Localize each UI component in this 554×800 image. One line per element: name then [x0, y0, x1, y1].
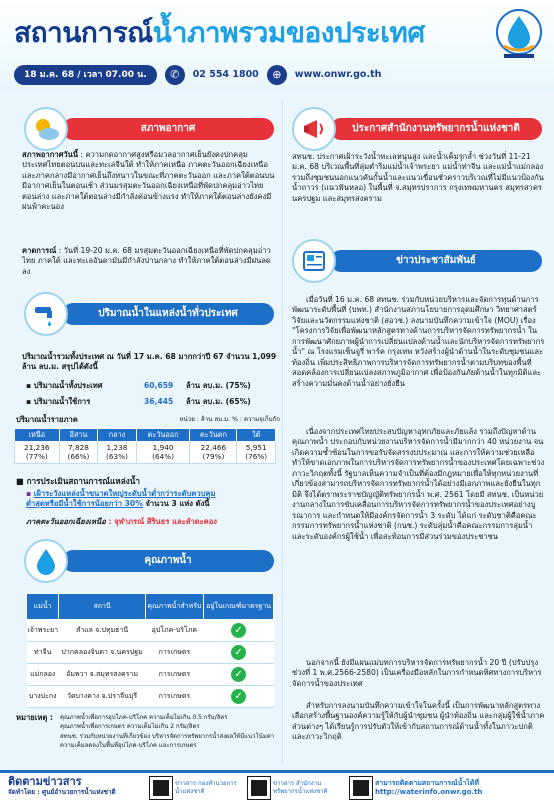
announcement-heading: [330, 118, 542, 140]
date-badge: 18 ม.ค. 68 / เวลา 07.00 น.: [14, 65, 157, 85]
region-percent: (63%): [106, 451, 128, 461]
region-value: 1,940: [152, 442, 174, 452]
region-value: 7,828: [67, 442, 89, 452]
header: [0, 0, 554, 92]
water-usable-unit: ล้าน ลบ.ม. (65%): [186, 397, 251, 406]
water-summary: [22, 352, 278, 373]
water-drop-icon: [24, 539, 68, 583]
newspaper-icon: [292, 239, 336, 283]
note-1: คุณภาพน้ำเพื่อการอุปโภค-บริโภค ความเค็มไม่เกิน 0.5 กรัม/ลิตร: [60, 714, 228, 721]
qr-code-icon[interactable]: [150, 777, 172, 799]
monitor-body: ▪ เฝ้าระวังแหล่งน้ำขนาดใหญ่ระดับน้ำต่ำกว่าระดับควบคุม ต่ำสุดหรือมีน้ำใช้การน้อยกว่า 30% จำนวน 3 แห่ง ดังนี้: [26, 489, 216, 509]
web-block[interactable]: [350, 775, 545, 800]
website-link[interactable]: www.onwr.go.th: [294, 69, 382, 81]
quality-header-cell: สถานี: [59, 594, 145, 620]
phone-number[interactable]: 02 554 1800: [192, 69, 259, 81]
water-total-label: ปริมาณน้ำทั้งประเทศ: [33, 381, 103, 390]
region-table-header: [15, 429, 276, 442]
region-value: 5,951: [245, 442, 267, 452]
region-header-cell: ตะวันตก: [190, 429, 237, 442]
water-total-unit: ล้าน ลบ.ม. (75%): [186, 381, 251, 390]
region-value: 22,466: [200, 442, 227, 452]
water-summary-text: ปริมาณน้ำรวมทั้งประเทศ ณ วันที่ 17 ม.ค. 68 มากกว่าปี 67 จำนวน 1,099 ล้าน ลบ.ม. สรุปได้ดังนี้: [22, 352, 277, 372]
water-volume-heading-text: ปริมาณน้ำในแหล่งน้ำทั่วประเทศ: [98, 308, 238, 320]
region-water-table: [14, 428, 276, 464]
check-icon: ✓: [231, 689, 246, 704]
follow-title: ติดตามข่าวสาร: [8, 775, 82, 788]
qr-block-2[interactable]: [248, 775, 341, 800]
region-header-cell: เหนือ: [15, 429, 60, 442]
quality-cell: แม่กลอง: [27, 664, 59, 686]
monitor-dams: [26, 517, 280, 527]
quality-notes: [60, 713, 280, 750]
table-row: [27, 620, 274, 642]
web-label: สามารถติดตามสถานการณ์น้ำได้ที่: [375, 779, 479, 788]
news-paragraph-4: สำหรับการลงนามบันทึกความเข้าใจในครั้งนี้ เป็นการพัฒนาหลักสูตรทางเลือกสร้างพื้นฐานองค์ความรู้ให้กับผู้นำชุมชน ผู้นำท้องถิ่น และกลุ่มผู้ใช้น้ำภาคส่วนต่างๆ ได้เรียนรู้การปรับตัวให้เข้ากับสถานการณ์ด้านน้ำทั้งในภาวะปกติและภาวะวิกฤติ: [292, 701, 545, 742]
quality-status-cell: [204, 620, 274, 642]
quality-status-cell: [204, 642, 274, 664]
qr2-label: ข่าวสาร สำนักงานทรัพยากรน้ำแห่งชาติ: [273, 780, 328, 795]
check-icon: ✓: [231, 667, 246, 682]
info-bar: [14, 64, 381, 86]
quality-cell: การเกษตร: [145, 664, 203, 686]
weather-today: [22, 150, 276, 213]
region-value-cell: [15, 442, 60, 464]
weather-forecast: [22, 246, 276, 277]
monitor-region: ภาคตะวันออกเฉียงเหนือ: [26, 517, 106, 526]
water-total-value: 60,659: [144, 381, 174, 390]
quality-cell: เจ้าพระยา: [27, 620, 59, 642]
note-label: หมายเหตุ :: [16, 713, 53, 722]
quality-cell: การเกษตร: [145, 642, 203, 664]
onwr-logo-icon: [494, 8, 544, 60]
news-heading: [330, 250, 542, 272]
region-value-cell: [136, 442, 190, 464]
water-tap-icon: [24, 292, 68, 336]
water-usable-label: ปริมาณน้ำใช้การ: [33, 397, 91, 406]
quality-status-cell: [204, 664, 274, 686]
region-value-cell: [190, 442, 237, 464]
water-quality-heading-text: คุณภาพน้ำ: [144, 555, 192, 567]
check-icon: ✓: [231, 623, 246, 638]
region-value: 21,236: [24, 442, 50, 452]
monitor-title: ■ การประเมินสถานการณ์แหล่งน้ำ: [16, 476, 140, 486]
water-usable-row: ▪ ปริมาณน้ำใช้การ 36,445 ล้าน ลบ.ม. (65%): [26, 397, 251, 406]
region-value-cell: [98, 442, 137, 464]
sun-cloud-icon: [24, 107, 68, 151]
news-paragraph-1: เมื่อวันที่ 16 ม.ค. 68 สทนช. ร่วมกับหน่วยบริหารและจัดการทุนด้านการพัฒนาระดับพื้นที่ (บพท.) สำนักงานสภานโยบายการอุดมศึกษา วิทยาศาสตร์ วิจัยและนวัตกรรมแห่งชาติ (สอวช.) ลงนามบันทึกความเข้าใจ (MOU) เรื่อง "โครงการวิจัยเพื่อพัฒนาหลักสูตรทางด้านการบริหารจัดการทรัพยากรน้ำ ในการพัฒนาศักยภาพผู้นำการเปลี่ยนแปลงด้านน้ำและนักบริหารจัดการทรัพยากรน้ำ" ณ โรงแรมเซ็นจูรี่ พาร์ค กรุงเทพ หวังสร้างผู้นำด้านน้ำในระดับชุมชนและท้องถิ่น เพิ่มประสิทธิภาพการบริหารจัดการทรัพยากรน้ำตามบริบทของพื้นที่ สอดคล้องการเปลี่ยนแปลงสภาพภูมิอากาศ เพื่อป้องกันภัยด้านน้ำในทุกมิติและสร้างความมั่นคงด้านน้ำอย่างยั่งยืน: [292, 295, 545, 388]
quality-cell: ปากคลองจินดา จ.นครปฐม: [59, 642, 145, 664]
quality-cell: บางปะกง: [27, 686, 59, 708]
qr-code-icon[interactable]: [350, 777, 372, 799]
monitor-line2-a: ต่ำสุดหรือมีน้ำใช้การน้อยกว่า 30%: [26, 499, 143, 509]
region-value: 1,238: [106, 442, 128, 452]
weather-forecast-text: : วันที่ 19-20 ม.ค. 68 มรสุมตะวันออกเฉียงเหนือที่พัดปกคลุมอ่าวไทย ภาคใต้ และทะเลอันดามันมีกำลังปานกลาง ทำให้ภาคใต้ตอนล่างมีฝนลดลง: [22, 246, 271, 276]
quality-cell: การเกษตร: [145, 686, 203, 708]
weather-today-text: : ความกดอากาศสูงหรือมวลอากาศเย็นยังคงปกคลุมประเทศไทยตอนบนและทะเลจีนใต้ ทำให้ภาคเหนือ ภาคตะวันออกเฉียงเหนือ และภาคกลางมีอากาศเย็นถึงหนาวในขณะที่ภาคตะวันออก และภาคใต้ตอนบน มีอากาศเย็นในตอนเช้า ส่วนมรสุมตะวันออกเฉียงเหนือที่พัดปกคลุมอ่าวไทยตอนล่าง และภาคใต้ตอนล่างมีกำลังค่อนข้างแรง ทำให้ภาคใต้ตอนล่างยังคงมีฝนฟ้าคะนอง: [22, 150, 275, 212]
quality-cell: สำแล จ.ปทุมธานี: [59, 620, 145, 642]
weather-heading: [62, 118, 274, 140]
note-3: สทนช. ร่วมกับหน่วยงานที่เกี่ยวข้อง บริหารจัดการทรัพยากรน้ำส่งผลให้มีแนวโน้มค่าความเค็มลดลงในพื้นที่อุปโภค-บริโภค และการเกษตร: [60, 732, 275, 749]
region-percent: (77%): [25, 451, 48, 461]
region-table-title: ปริมาณน้ำรายภาค: [16, 415, 78, 424]
quality-cell: อัมพวา จ.สมุทรสงคราม: [59, 664, 145, 686]
title-part1: สถานการณ์: [14, 16, 153, 49]
region-percent: (79%): [202, 451, 225, 461]
region-percent: (66%): [67, 451, 90, 461]
follow-subtitle: จัดทำโดย : ศูนย์อำนวยการน้ำแห่งชาติ: [8, 788, 116, 796]
news-heading-text: ข่าวประชาสัมพันธ์: [396, 255, 476, 267]
phone-icon: ✆: [165, 65, 185, 85]
water-quality-table: [26, 593, 274, 708]
table-row: [27, 686, 274, 708]
region-table-unit: หน่วย : ล้าน ลบ.ม. % : ความจุเก็บกัก: [179, 416, 280, 423]
weather-today-label: สภาพอากาศวันนี้: [22, 150, 79, 159]
quality-table-body: [27, 620, 274, 708]
announcement-heading-text: ประกาศสำนักงานทรัพยากรน้ำแห่งชาติ: [352, 123, 520, 135]
announcement-text: สทนช. ประกาศเฝ้าระวังน้ำทะเลหนุนสูง และน้ำเค็มรุกล้ำ ช่วงวันที่ 11-21 ม.ค. 68 บริเวณพื้นที่ลุ่มต่ำริมแม่น้ำเจ้าพระยา แม่น้ำท่าจีน และแม่น้ำแม่กลอง รวมถึงชุมชนนอกแนวคันกั้นน้ำและแนวเขื่อนชั่วคราวบริเวณที่ไม่มีแนวป้องกันน้ำถาวร (แนวฟันหลอ) ในพื้นที่ จ.สมุทรปราการ กรุงเทพมหานคร สมุทรสาคร นครปฐม และสมุทรสงคราม: [292, 152, 544, 203]
quality-cell: ท่าจีน: [27, 642, 59, 664]
region-value-cell: [237, 442, 276, 464]
water-quality-heading: [62, 550, 274, 572]
monitor-title-text: การประเมินสถานการณ์แหล่งน้ำ: [26, 476, 140, 486]
news-paragraph-3: นอกจากนี้ ยังมีแผนแม่บทการบริหารจัดการทรัพยากรน้ำ 20 ปี (ปรับปรุงช่วงที่ 1 พ.ศ.2566-2580) เป็นเครื่องมือหลักในการกำหนดทิศทางการบริหารจัดการน้ำของประเทศ: [292, 658, 542, 688]
quality-status-cell: [204, 686, 274, 708]
table-row: [27, 642, 274, 664]
page-title: [14, 14, 425, 53]
quality-header-cell: คุณภาพน้ำสำหรับ: [145, 594, 203, 620]
region-header-cell: อีสาน: [59, 429, 98, 442]
table-row: [27, 664, 274, 686]
region-percent: (76%): [245, 451, 268, 461]
time-text: เวลา 07.00 น.: [83, 69, 147, 80]
qr-block-1[interactable]: [150, 775, 239, 800]
note-2: คุณภาพน้ำเพื่อการเกษตร ความเค็มไม่เกิน 2 กรัม/ลิตร: [60, 723, 200, 731]
news-paragraph-2: เนื่องจากประเทศไทยประสบปัญหาอุทกภัยและภัยแล้ง รวมถึงปัญหาด้านคุณภาพน้ำ ประกอบกับหน่วยงานบริหารจัดการน้ำมีมากกว่า 40 หน่วยงาน จนเกิดความซ้ำซ้อนในการขอรับจัดสรรงบประมาณ และการให้ความช่วยเหลือ ทำให้ขาดเอกภาพในการบริหารจัดการทรัพยากรน้ำของประเทศโดยเฉพาะช่วงภาวะวิกฤตทั้งนี้ รัฐบาลเห็นความจำเป็นที่ต้องมีกฎหมายเพื่อให้ทุกหน่วยงานที่เกี่ยวข้องสามารถบริหารจัดการทรัพยากรน้ำได้อย่างมีเอกภาพและยั่งยืนในทุกมิติ จึงได้ตราพระราชบัญญัติทรัพยากรน้ำ พ.ศ. 2561 โดยมี สทนช. เป็นหน่วยงานกลางในการขับเคลื่อนการบริหารจัดการทรัพยากรน้ำของประเทศอย่างบูรณาการ และกำหนดให้มีองค์กรจัดการน้ำ 3 ระดับ ได้แก่ ระดับชาติคือคณะกรรมการทรัพยากรน้ำแห่งชาติ (กนช.) ระดับลุ่มน้ำคือคณะกรรมการลุ่มน้ำ และระดับองค์กรผู้ใช้น้ำ เพื่อสะท้อนการมีส่วนร่วมของประชาชน: [292, 427, 545, 541]
qr1-label: ข่าวสาร กองทำนวยการน้ำแห่งชาติ: [175, 780, 237, 795]
region-table-row: [15, 442, 276, 464]
weather-forecast-label: คาดการณ์: [22, 246, 57, 255]
column-divider: [282, 100, 283, 764]
title-part2: น้ำภาพรวมของประเทศ: [152, 16, 425, 49]
region-header-cell: ตะวันออก: [136, 429, 190, 442]
region-header-cell: ใต้: [237, 429, 276, 442]
water-usable-value: 36,445: [144, 397, 174, 406]
megaphone-icon: [292, 107, 336, 151]
region-value-cell: [59, 442, 98, 464]
web-icon: ⊕: [267, 65, 287, 85]
water-total-row: ▪ ปริมาณน้ำทั้งประเทศ 60,659 ล้าน ลบ.ม. (75%): [26, 381, 251, 390]
quality-header-cell: อยู่ในเกณฑ์มาตรฐาน: [204, 594, 274, 620]
quality-header-cell: แม่น้ำ: [27, 594, 59, 620]
check-icon: ✓: [231, 645, 246, 660]
region-header-cell: กลาง: [98, 429, 137, 442]
monitor-line1: เฝ้าระวังแหล่งน้ำขนาดใหญ่ระดับน้ำต่ำกว่าระดับควบคุม: [33, 489, 216, 498]
monitor-line2-b: จำนวน 3 แห่ง ดังนี้: [142, 499, 210, 509]
region-percent: (64%): [152, 451, 175, 461]
footer: [0, 770, 554, 800]
web-url[interactable]: http://waterinfo.onwr.go.th: [375, 787, 483, 796]
quality-table-header: [27, 594, 274, 620]
water-volume-heading: [62, 303, 274, 325]
qr-code-icon[interactable]: [248, 777, 270, 799]
date-text: 18 ม.ค. 68: [24, 69, 75, 80]
monitor-dams-text: : จุฬาภรณ์ สิรินธร และลำตะคอง: [105, 517, 217, 526]
quality-cell: วัดบางคาง จ.ปราจีนบุรี: [59, 686, 145, 708]
quality-cell: อุปโภค-บริโภค: [145, 620, 203, 642]
weather-heading-text: สภาพอากาศ: [140, 123, 196, 135]
